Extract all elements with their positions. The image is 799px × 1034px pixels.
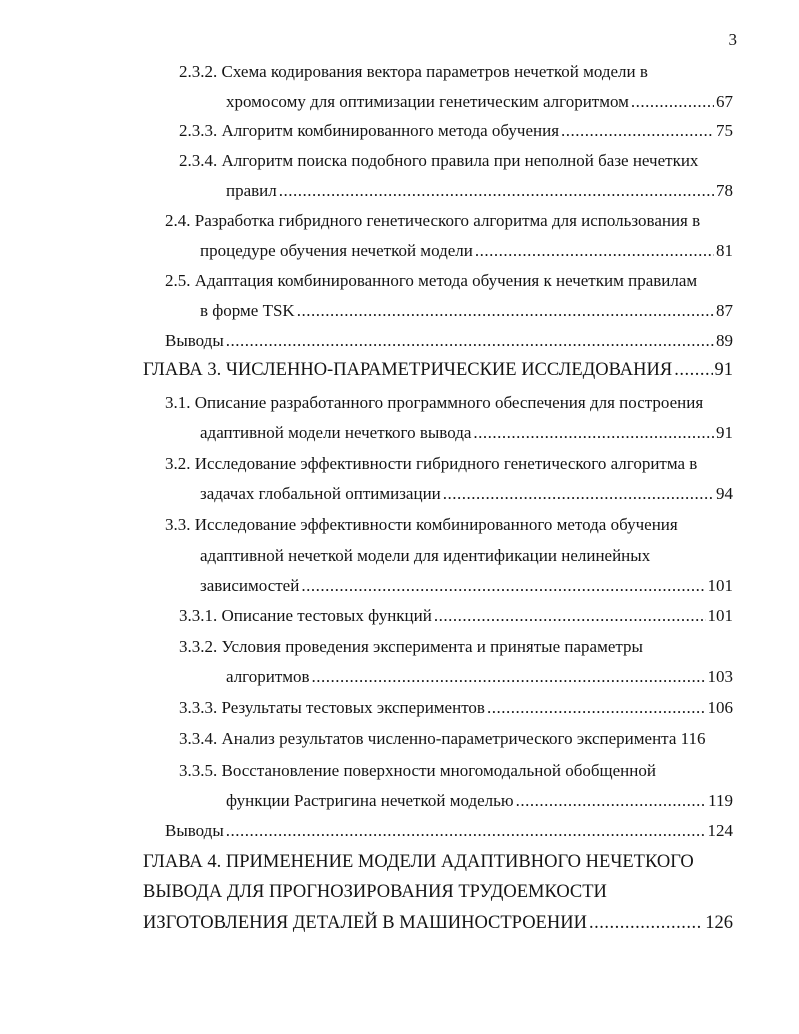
toc-page-number: 119 bbox=[708, 791, 733, 810]
toc-entry-3-3-2-line-2: алгоритмов ..... 103 bbox=[226, 667, 733, 687]
toc-entry-chapter-4-line-2: ВЫВОДА ДЛЯ ПРОГНОЗИРОВАНИЯ ТРУДОЕМКОСТИ bbox=[143, 882, 607, 902]
toc-page-number: 91 bbox=[714, 360, 733, 380]
leader-dots bbox=[475, 241, 714, 261]
leader-dots bbox=[589, 913, 703, 933]
toc-entry-2-3-4-line-1: 2.3.4. Алгоритм поиска подобного правила при неполной базе нечетких bbox=[179, 151, 699, 170]
leader-dots bbox=[301, 576, 705, 596]
leader-dots bbox=[516, 791, 707, 811]
toc-entry-3-2-line-2: задачах глобальной оптимизации ..... 94 bbox=[200, 484, 733, 504]
leader-dots bbox=[226, 821, 706, 841]
toc-entry-chapter-4-line-1: ГЛАВА 4. ПРИМЕНЕНИЕ МОДЕЛИ АДАПТИВНОГО НЕЧЕТКОГО bbox=[143, 852, 694, 872]
toc-page-number: 94 bbox=[716, 484, 733, 503]
toc-page-number: 75 bbox=[716, 121, 733, 140]
toc-page-number: 126 bbox=[705, 913, 733, 933]
toc-entry-2-5-line-2: в форме TSK ..... 87 bbox=[200, 301, 733, 321]
toc-entry-2-4-line-2: процедуре обучения нечеткой модели ..... 81 bbox=[200, 241, 733, 261]
leader-dots bbox=[279, 181, 714, 201]
leader-dots bbox=[561, 121, 714, 141]
leader-dots bbox=[226, 331, 714, 351]
leader-dots bbox=[443, 484, 714, 504]
leader-dots bbox=[434, 606, 706, 626]
toc-entry-conclusions-3: Выводы ..... 124 bbox=[165, 821, 733, 841]
toc-entry-3-2-line-1: 3.2. Исследование эффективности гибридного генетического алгоритма в bbox=[165, 454, 698, 473]
toc-entry-3-3-5-line-2: функции Растригина нечеткой моделью ..... 119 bbox=[226, 791, 733, 811]
toc-entry-2-3-2-line-2: хромосому для оптимизации генетическим алгоритмом ..... 67 bbox=[226, 92, 733, 112]
toc-entry-3-1-line-2: адаптивной модели нечеткого вывода ..... 91 bbox=[200, 423, 733, 443]
toc-page-number: 106 bbox=[707, 698, 733, 717]
toc-entry-3-3-2-line-1: 3.3.2. Условия проведения эксперимента и принятые параметры bbox=[179, 637, 643, 656]
toc-entry-2-4-line-1: 2.4. Разработка гибридного генетического алгоритма для использования в bbox=[165, 211, 701, 230]
toc-page-number: 81 bbox=[716, 241, 733, 260]
toc-entry-3-3-line-1: 3.3. Исследование эффективности комбинированного метода обучения bbox=[165, 515, 678, 534]
page-number: 3 bbox=[728, 30, 737, 49]
toc-entry-2-5-line-1: 2.5. Адаптация комбинированного метода обучения к нечетким правилам bbox=[165, 271, 698, 290]
leader-dots bbox=[631, 92, 714, 112]
leader-dots bbox=[473, 423, 714, 443]
toc-entry-chapter-4-line-3: ИЗГОТОВЛЕНИЯ ДЕТАЛЕЙ В МАШИНОСТРОЕНИИ ..... 126 bbox=[143, 913, 733, 933]
toc-entry-chapter-3: ГЛАВА 3. ЧИСЛЕННО-ПАРАМЕТРИЧЕСКИЕ ИССЛЕДОВАНИЯ ..... 91 bbox=[143, 360, 733, 380]
toc-entry-3-3-4: 3.3.4. Анализ результатов численно-параметрического эксперимента 116 bbox=[179, 729, 706, 748]
toc-entry-3-3-3: 3.3.3. Результаты тестовых экспериментов ..... 106 bbox=[179, 698, 733, 718]
leader-dots bbox=[674, 360, 712, 380]
leader-dots bbox=[487, 698, 706, 718]
toc-entry-3-1-line-1: 3.1. Описание разработанного программного обеспечения для построения bbox=[165, 393, 704, 412]
leader-dots bbox=[312, 667, 706, 687]
toc-entry-3-3-1: 3.3.1. Описание тестовых функций ..... 101 bbox=[179, 606, 733, 626]
toc-entry-3-3-line-3: зависимостей ..... 101 bbox=[200, 576, 733, 596]
toc-page-number: 78 bbox=[716, 181, 733, 200]
toc-page-number: 89 bbox=[716, 331, 733, 350]
toc-page-number: 103 bbox=[707, 667, 733, 686]
toc-entry-2-3-2-line-1: 2.3.2. Схема кодирования вектора параметров нечеткой модели в bbox=[179, 62, 648, 81]
toc-page-number: 101 bbox=[707, 606, 733, 625]
toc-page-number: 67 bbox=[716, 92, 733, 111]
toc-page-number: 124 bbox=[707, 821, 733, 840]
toc-entry-3-3-line-2: адаптивной нечеткой модели для идентификации нелинейных bbox=[200, 546, 651, 565]
toc-page-number: 91 bbox=[716, 423, 733, 442]
toc-entry-conclusions-2: Выводы ..... 89 bbox=[165, 331, 733, 351]
toc-page-number: 101 bbox=[707, 576, 733, 595]
toc-page-number: 87 bbox=[716, 301, 733, 320]
leader-dots bbox=[297, 301, 714, 321]
toc-entry-2-3-3: 2.3.3. Алгоритм комбинированного метода обучения ..... 75 bbox=[179, 121, 733, 141]
toc-entry-3-3-5-line-1: 3.3.5. Восстановление поверхности многомодальной обобщенной bbox=[179, 761, 656, 780]
toc-entry-2-3-4-line-2: правил ..... 78 bbox=[226, 181, 733, 201]
